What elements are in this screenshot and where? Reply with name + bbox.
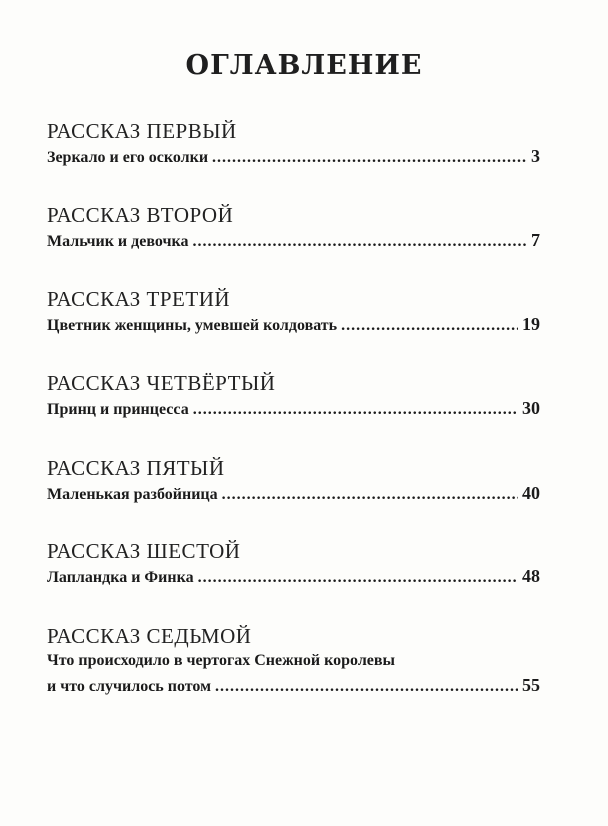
- toc-entry-2: [47, 202, 540, 254]
- leader-dots: [215, 675, 518, 699]
- story-title: Цветник женщины, умевшей колдовать: [47, 317, 338, 334]
- page-number: 3: [531, 146, 540, 166]
- chapter-heading: РАССКАЗ ПЯТЫЙ: [47, 456, 225, 480]
- story-title: Принц и принцесса: [47, 401, 189, 418]
- leader-dots: [193, 398, 518, 422]
- story-title-line-2: и что случилось потом: [47, 678, 211, 695]
- chapter-heading: РАССКАЗ СЕДЬМОЙ: [47, 624, 252, 648]
- page-title: ОГЛАВЛЕНИЕ: [185, 50, 423, 81]
- story-title: Мальчик и девочка: [47, 233, 189, 250]
- page-number: 7: [531, 230, 540, 250]
- leader-dots: [212, 146, 527, 170]
- chapter-heading: РАССКАЗ ВТОРОЙ: [47, 203, 234, 227]
- toc-line[interactable]: [47, 396, 540, 422]
- toc-entry-4: [47, 370, 540, 422]
- page-number: 48: [522, 566, 540, 586]
- page-number: 55: [522, 675, 540, 695]
- toc-line-first[interactable]: [47, 649, 540, 673]
- story-title: Зеркало и его осколки: [47, 149, 209, 166]
- chapter-heading: РАССКАЗ ЧЕТВЁРТЫЙ: [47, 371, 276, 395]
- toc-line[interactable]: [47, 144, 540, 170]
- story-title-line-1: Что происходило в чертогах Снежной королевы: [47, 652, 396, 669]
- leader-dots: [341, 314, 518, 338]
- page-number: 30: [522, 398, 540, 418]
- toc-line[interactable]: [47, 481, 540, 507]
- toc-line[interactable]: [47, 673, 540, 699]
- toc-line[interactable]: [47, 312, 540, 338]
- chapter-heading: РАССКАЗ ШЕСТОЙ: [47, 539, 241, 563]
- leader-dots: [222, 483, 518, 507]
- chapter-heading: РАССКАЗ ТРЕТИЙ: [47, 287, 231, 311]
- toc-entry-1: [47, 118, 540, 170]
- toc-entry-3: [47, 286, 540, 338]
- page-number: 19: [522, 314, 540, 334]
- story-title: Лапландка и Финка: [47, 569, 194, 586]
- chapter-heading: РАССКАЗ ПЕРВЫЙ: [47, 119, 237, 143]
- page-number: 40: [522, 483, 540, 503]
- toc-line[interactable]: [47, 564, 540, 590]
- story-title: Маленькая разбойница: [47, 486, 218, 503]
- toc-entry-7: [47, 623, 540, 699]
- leader-dots: [198, 566, 518, 590]
- toc-entry-6: [47, 538, 540, 590]
- leader-dots: [192, 230, 527, 254]
- toc-line[interactable]: [47, 228, 540, 254]
- toc-entry-5: [47, 455, 540, 507]
